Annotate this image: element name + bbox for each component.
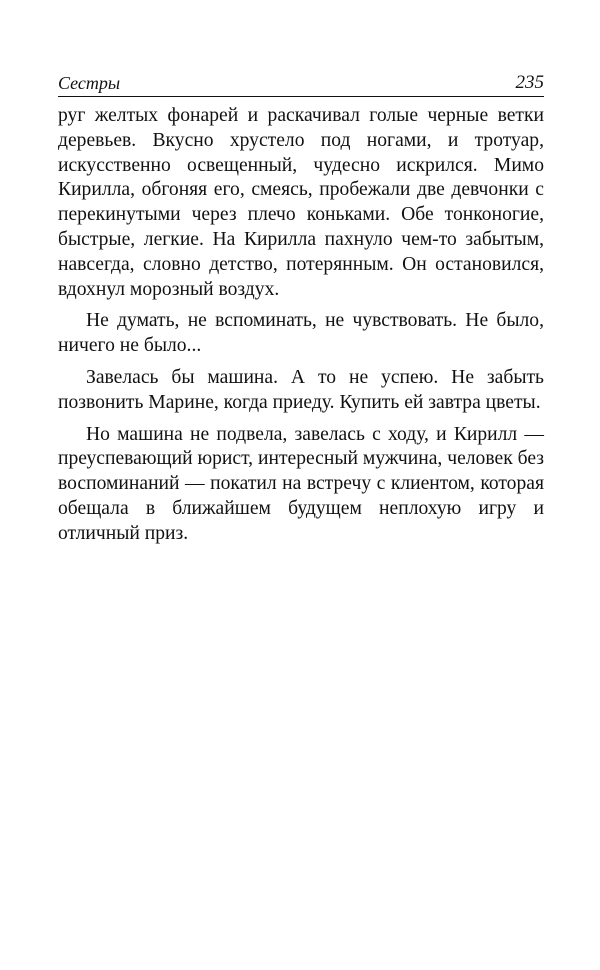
- paragraph: Не думать, не вспоминать, не чувствовать. Не было, ничего не было...: [58, 310, 544, 357]
- page-number: 235: [515, 72, 544, 93]
- running-header: [58, 72, 544, 98]
- paragraph-continued: руг желтых фонарей и раскачивал голые черные ветки деревьев. Вкусно хрустело под ногами, и тротуар, искусственно освещенный, чудесно искрился. Мимо Кирилла, обгоняя его, смеясь, пробежали две девчонки с перекинутыми через плечо коньками. Обе тонконогие, быстрые, легкие. На Кирилла пахнуло чем-то забытым, навсегда, словно детство, потерянным. Он остановился, вдохнул морозный воздух.: [58, 105, 544, 300]
- running-title: Сестры: [58, 73, 121, 93]
- header-rule: [58, 96, 544, 97]
- body-text: [58, 104, 544, 547]
- paragraph: Но машина не подвела, завелась с ходу, и Кирилл — преуспевающий юрист, интересный мужчина, человек без воспоминаний — покатил на встречу с клиентом, которая обещала в ближайшем будущем неплохую игру и отличный приз.: [58, 423, 544, 544]
- paragraph: Завелась бы машина. А то не успею. Не забыть позвонить Марине, когда приеду. Купить ей завтра цветы.: [58, 366, 544, 413]
